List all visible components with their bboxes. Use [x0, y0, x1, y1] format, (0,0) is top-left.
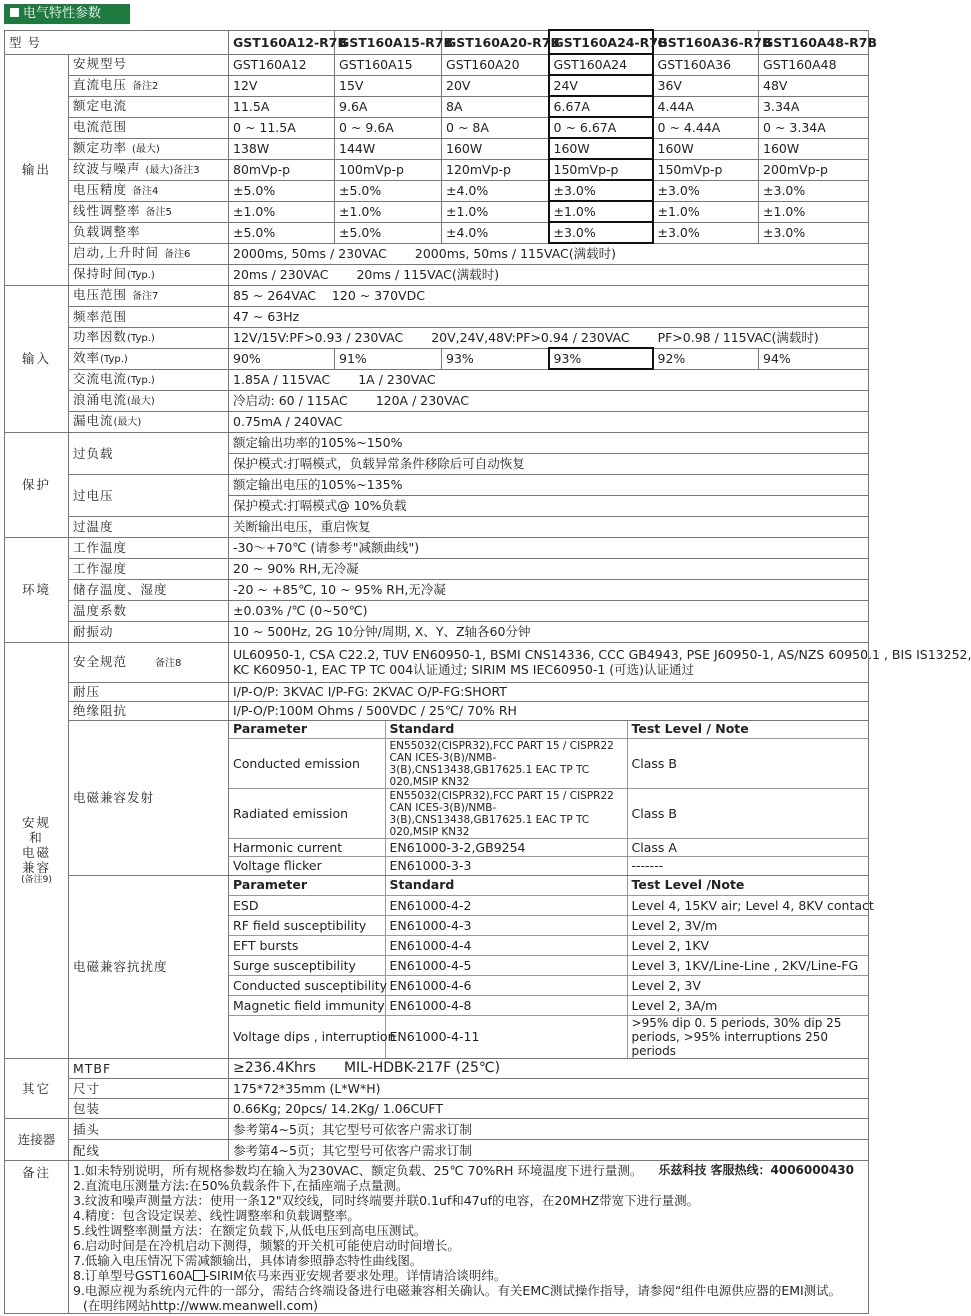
emc-level: Class B: [627, 739, 868, 789]
category-environment: 环境: [5, 537, 69, 642]
note-line: 1.如未特别说明，所有规格参数均在输入为230VAC、额定负载、25℃ 70%RH 环境温度下进行量测。: [73, 1163, 643, 1178]
emc-standard: EN55032(CISPR32),FCC PART 15 / CISPR22 CAN ICES-3(B)/NMB-3(B),CNS13438,GB17625.1 EAC TP TC 020,MSIP KN32: [385, 739, 627, 789]
cell: ±3.0%: [653, 180, 759, 201]
emc-standard: EN61000-3-3: [385, 857, 627, 875]
model-name: GST160A15-R7B: [335, 30, 442, 54]
cell: ±1.0%: [653, 201, 759, 222]
cell: 9.6A: [335, 96, 442, 117]
category-protection: 保护: [5, 432, 69, 537]
cell: 4.44A: [653, 96, 759, 117]
emc-standard: EN61000-3-2,GB9254: [385, 839, 627, 857]
cell: 80mVp-p: [229, 159, 335, 180]
cell: 3.34A: [759, 96, 869, 117]
cell: ±3.0%: [759, 222, 869, 243]
square-icon: [10, 8, 19, 17]
spec-table: [4, 29, 971, 1314]
emc-header: Standard: [385, 876, 627, 896]
row-label: 安规型号: [69, 54, 229, 75]
note-line: 3.纹波和噪声测量方法：使用一条12"双绞线，同时终端要并联0.1uf和47uf的电容，在20MHZ带宽下进行量测。: [73, 1193, 700, 1208]
mtbf-value: ≥236.4Khrs MIL-HDBK-217F (25℃): [229, 1059, 869, 1079]
model-name-selected: GST160A24-R7B: [549, 30, 653, 54]
row-label: 储存温度、湿度: [69, 579, 229, 600]
hold-value: 20ms / 230VAC 20ms / 115VAC(满载时): [229, 264, 869, 285]
cell: GST160A15: [335, 54, 442, 75]
row-label: 交流电流(Typ.): [69, 369, 229, 390]
cell: 20V: [442, 75, 549, 96]
emc-level: >95% dip 0. 5 periods, 30% dip 25 periods, >95% interruptions 250 periods: [631, 1016, 842, 1058]
startup-value: 2000ms, 50ms / 230VAC 2000ms, 50ms / 115VAC(满载时): [229, 243, 869, 264]
cell: 24V: [549, 75, 653, 96]
model-label: 型号: [5, 30, 229, 54]
cell: 11.5A: [229, 96, 335, 117]
row-label: 尺寸: [69, 1079, 229, 1099]
cell: 6.67A: [549, 96, 653, 117]
row-label: 功率因数(Typ.): [69, 327, 229, 348]
cell: ±1.0%: [442, 201, 549, 222]
model-name: GST160A12-R7B: [229, 30, 335, 54]
pack-value: 0.66Kg; 20pcs/ 14.2Kg/ 1.06CUFT: [229, 1099, 869, 1119]
cell: GST160A12: [229, 54, 335, 75]
note-line: 5.线性调整率测量方法：在额定负载下,从低电压到高电压测试。: [73, 1223, 427, 1238]
row-label: 负载调整率: [69, 222, 229, 243]
hotline: 乐兹科技 客服热线：4006000430: [658, 1163, 855, 1177]
cell: GST160A24: [549, 54, 653, 75]
emc-param: Harmonic current: [229, 839, 385, 857]
emc-header: Test Level / Note: [627, 721, 868, 739]
row-label: 工作温度: [69, 537, 229, 558]
cell: 48V: [759, 75, 869, 96]
input-voltage-value: 85 ~ 264VAC 120 ~ 370VDC: [229, 285, 869, 306]
cell: ±3.0%: [549, 222, 653, 243]
wire-value: 参考第4~5页；其它型号可依客户需求订制: [229, 1140, 869, 1161]
row-label: 纹波与噪声 (最大)备注3: [69, 159, 229, 180]
cell: 0 ~ 6.67A: [549, 117, 653, 138]
cell: ±5.0%: [335, 180, 442, 201]
emc-header: Test Level /Note: [627, 876, 868, 896]
row-label: 安全规范 备注8: [69, 642, 229, 682]
note-line: 9.电源应视为系统内元件的一部分，需结合终端设备进行电磁兼容相关确认。有关EMC测试操作指导，请参阅“组件电源供应器的EMI测试。: [73, 1283, 842, 1298]
emc-standard: EN55032(CISPR32),FCC PART 15 / CISPR22 CAN ICES-3(B)/NMB-3(B),CNS13438,GB17625.1 EAC TP TC 020,MSIP KN32: [385, 789, 627, 839]
row-label: 工作湿度: [69, 558, 229, 579]
row-label: 直流电压 备注2: [69, 75, 229, 96]
cell: 138W: [229, 138, 335, 159]
cell: 12V: [229, 75, 335, 96]
row-label: 保持时间(Typ.): [69, 264, 229, 285]
cell: 91%: [335, 348, 442, 369]
plug-value: 参考第4~5页；其它型号可依客户需求订制: [229, 1119, 869, 1140]
emc-param: Voltage dips , interruption: [229, 1016, 385, 1059]
row-label: 额定功率 (最大): [69, 138, 229, 159]
row-label: 过负载: [69, 432, 229, 474]
inrush-value: 冷启动: 60 / 115AC 120A / 230VAC: [229, 390, 869, 411]
emc-param: Surge susceptibility: [229, 956, 385, 976]
emission-table-cell: [229, 720, 869, 875]
cell: ±3.0%: [653, 222, 759, 243]
cell: GST160A20: [442, 54, 549, 75]
note-line: 6.启动时间是在冷机启动下测得，频繁的开关机可能使启动时间增长。: [73, 1238, 460, 1253]
category-input: 输入: [5, 285, 69, 432]
emc-level: Level 3, 1KV/Line-Line , 2KV/Line-FG: [627, 956, 868, 976]
section-title-bar: [4, 4, 130, 24]
category-other: 其它: [5, 1059, 69, 1119]
cell: 94%: [759, 348, 869, 369]
blank-box-icon: [193, 1270, 205, 1281]
cell: 93%: [549, 348, 653, 369]
category-safety-emc: 安规 和 电磁 兼容 (备注9): [5, 642, 69, 1059]
leak-value: 0.75mA / 240VAC: [229, 411, 869, 432]
emc-standard: EN61000-4-11: [385, 1016, 627, 1059]
cell: 90%: [229, 348, 335, 369]
cell: 0 ~ 8A: [442, 117, 549, 138]
env-value: -20 ~ +85℃, 10 ~ 95% RH,无冷凝: [229, 579, 869, 600]
row-label: 漏电流(最大): [69, 411, 229, 432]
row-label: 电磁兼容抗扰度: [69, 875, 229, 1059]
cell: ±5.0%: [335, 222, 442, 243]
row-label: 电压精度 备注4: [69, 180, 229, 201]
model-name: GST160A20-R7B: [442, 30, 549, 54]
env-value: 10 ~ 500Hz, 2G 10分钟/周期, X、Y、Z轴各60分钟: [229, 621, 869, 642]
emc-level: Level 4, 15KV air; Level 4, 8KV contact: [627, 896, 868, 916]
row-label: 配线: [69, 1140, 229, 1161]
row-label: 过温度: [69, 516, 229, 537]
row-label: 包装: [69, 1099, 229, 1119]
emc-level: Level 2, 3V/m: [627, 916, 868, 936]
cell: 120mVp-p: [442, 159, 549, 180]
cell: 150mVp-p: [653, 159, 759, 180]
emc-header: Parameter: [229, 876, 385, 896]
emc-param: Conducted emission: [229, 739, 385, 789]
emc-standard: EN61000-4-8: [385, 996, 627, 1016]
immunity-table: [229, 876, 874, 1059]
emc-level: Level 2, 3A/m: [627, 996, 868, 1016]
category-connector: 连接器: [5, 1119, 69, 1161]
cell: 0 ~ 3.34A: [759, 117, 869, 138]
cell: ±1.0%: [549, 201, 653, 222]
emc-standard: EN61000-4-6: [385, 976, 627, 996]
note-line: 7.低输入电压情况下需减额输出，具体请参照静态特性曲线图。: [73, 1253, 423, 1268]
row-label: 额定电流: [69, 96, 229, 117]
emc-standard: EN61000-4-3: [385, 916, 627, 936]
emc-header: Standard: [385, 721, 627, 739]
cell: 160W: [442, 138, 549, 159]
cell: ±5.0%: [229, 222, 335, 243]
cell: ±4.0%: [442, 222, 549, 243]
cell: 0 ~ 11.5A: [229, 117, 335, 138]
emission-table: [229, 721, 868, 875]
model-name: GST160A36-R7B: [653, 30, 759, 54]
withstand-value: I/P-O/P: 3KVAC I/P-FG: 2KVAC O/P-FG:SHORT: [229, 682, 869, 701]
note-line: (在明纬网站http://www.meanwell.com): [83, 1298, 319, 1313]
cell: 0 ~ 9.6A: [335, 117, 442, 138]
row-label: 温度系数: [69, 600, 229, 621]
cell: ±3.0%: [549, 180, 653, 201]
emc-standard: EN61000-4-5: [385, 956, 627, 976]
row-label: 过电压: [69, 474, 229, 516]
cell: 144W: [335, 138, 442, 159]
safety-standards-value: UL60950-1, CSA C22.2, TUV EN60950-1, BSMI CNS14336, CCC GB4943, PSE J60950-1, AS/NZS 60950.1 , BIS IS13252, KC K60950-1, EAC TP TC 004认证通过; SIRIM MS IEC60950-1 (可选)认证通过: [229, 642, 869, 682]
emc-param: Radiated emission: [229, 789, 385, 839]
overtemp-value: 关断输出电压，重启恢复: [229, 516, 869, 537]
isolation-value: I/P-O/P:100M Ohms / 500VDC / 25℃/ 70% RH: [229, 701, 869, 720]
cell: 160W: [653, 138, 759, 159]
note-line: 2.直流电压测量方法:在50%负载条件下,在插座端子点量测。: [73, 1178, 409, 1193]
overvoltage-line1: 额定输出电压的105%~135%: [229, 474, 869, 495]
note-line: 8.订单型号GST160A -SIRIM依马来西亚安规者要求处理。详情请洽谈明纬。: [73, 1268, 507, 1283]
row-label: 效率(Typ.): [69, 348, 229, 369]
category-notes: 备注: [5, 1161, 69, 1314]
row-label: 频率范围: [69, 306, 229, 327]
cell: 8A: [442, 96, 549, 117]
cell: GST160A48: [759, 54, 869, 75]
pf-value: 12V/15V:PF>0.93 / 230VAC 20V,24V,48V:PF>0.94 / 230VAC PF>0.98 / 115VAC(满载时): [229, 327, 869, 348]
row-label: 耐振动: [69, 621, 229, 642]
overload-line1: 额定输出功率的105%~150%: [229, 432, 869, 453]
emc-param: Conducted susceptibility: [229, 976, 385, 996]
emc-level: Level 2, 3V: [627, 976, 868, 996]
emc-level: -------: [631, 857, 664, 873]
emc-header: Parameter: [229, 721, 385, 739]
cell: 160W: [549, 138, 653, 159]
cell: 100mVp-p: [335, 159, 442, 180]
cell: 160W: [759, 138, 869, 159]
ac-current-value: 1.85A / 115VAC 1A / 230VAC: [229, 369, 869, 390]
row-label: 电压范围 备注7: [69, 285, 229, 306]
row-label: MTBF: [69, 1059, 229, 1079]
note-line: 4.精度：包含设定误差、线性调整率和负载调整率。: [73, 1208, 360, 1223]
emc-level: Class A: [627, 839, 868, 857]
cell: 200mVp-p: [759, 159, 869, 180]
emc-standard: EN61000-4-2: [385, 896, 627, 916]
emc-level: Class B: [627, 789, 868, 839]
row-label: 耐压: [69, 682, 229, 701]
cell: ±3.0%: [759, 180, 869, 201]
row-label: 启动,上升时间 备注6: [69, 243, 229, 264]
cell: ±1.0%: [229, 201, 335, 222]
model-name: GST160A48-R7B: [759, 30, 869, 54]
cell: 15V: [335, 75, 442, 96]
cell: ±5.0%: [229, 180, 335, 201]
model-row: [5, 30, 869, 54]
freq-value: 47 ~ 63Hz: [229, 306, 869, 327]
row-label: 线性调整率 备注5: [69, 201, 229, 222]
cell: 92%: [653, 348, 759, 369]
emc-param: ESD: [229, 896, 385, 916]
env-value: -30〜+70℃ (请参考"减额曲线"): [229, 537, 869, 558]
category-output: 输出: [5, 54, 69, 285]
row-label: 插头: [69, 1119, 229, 1140]
emc-standard: EN61000-4-4: [385, 936, 627, 956]
cell: ±1.0%: [335, 201, 442, 222]
row-label: 绝缘阻抗: [69, 701, 229, 720]
cell: ±1.0%: [759, 201, 869, 222]
cell: 150mVp-p: [549, 159, 653, 180]
cell: 36V: [653, 75, 759, 96]
emc-param: EFT bursts: [229, 936, 385, 956]
emc-level: Level 2, 1KV: [627, 936, 868, 956]
row-label: 电磁兼容发射: [69, 720, 229, 875]
size-value: 175*72*35mm (L*W*H): [229, 1079, 869, 1099]
emc-param: Magnetic field immunity: [229, 996, 385, 1016]
overload-line2: 保护模式:打嗝模式，负载异常条件移除后可自动恢复: [229, 453, 869, 474]
overvoltage-line2: 保护模式:打嗝模式@ 10%负载: [229, 495, 869, 516]
row-label: 电流范围: [69, 117, 229, 138]
env-value: 20 ~ 90% RH,无冷凝: [229, 558, 869, 579]
cell: GST160A36: [653, 54, 759, 75]
cell: ±4.0%: [442, 180, 549, 201]
section-title: 电气特性参数: [23, 6, 102, 21]
emc-param: Voltage flicker: [229, 857, 385, 875]
notes-cell: [69, 1161, 869, 1314]
immunity-table-cell: [229, 875, 874, 1059]
env-value: ±0.03% /℃ (0~50℃): [229, 600, 869, 621]
row-label: 浪涌电流(最大): [69, 390, 229, 411]
cell: 0 ~ 4.44A: [653, 117, 759, 138]
emc-param: RF field susceptibility: [229, 916, 385, 936]
cell: 93%: [442, 348, 549, 369]
